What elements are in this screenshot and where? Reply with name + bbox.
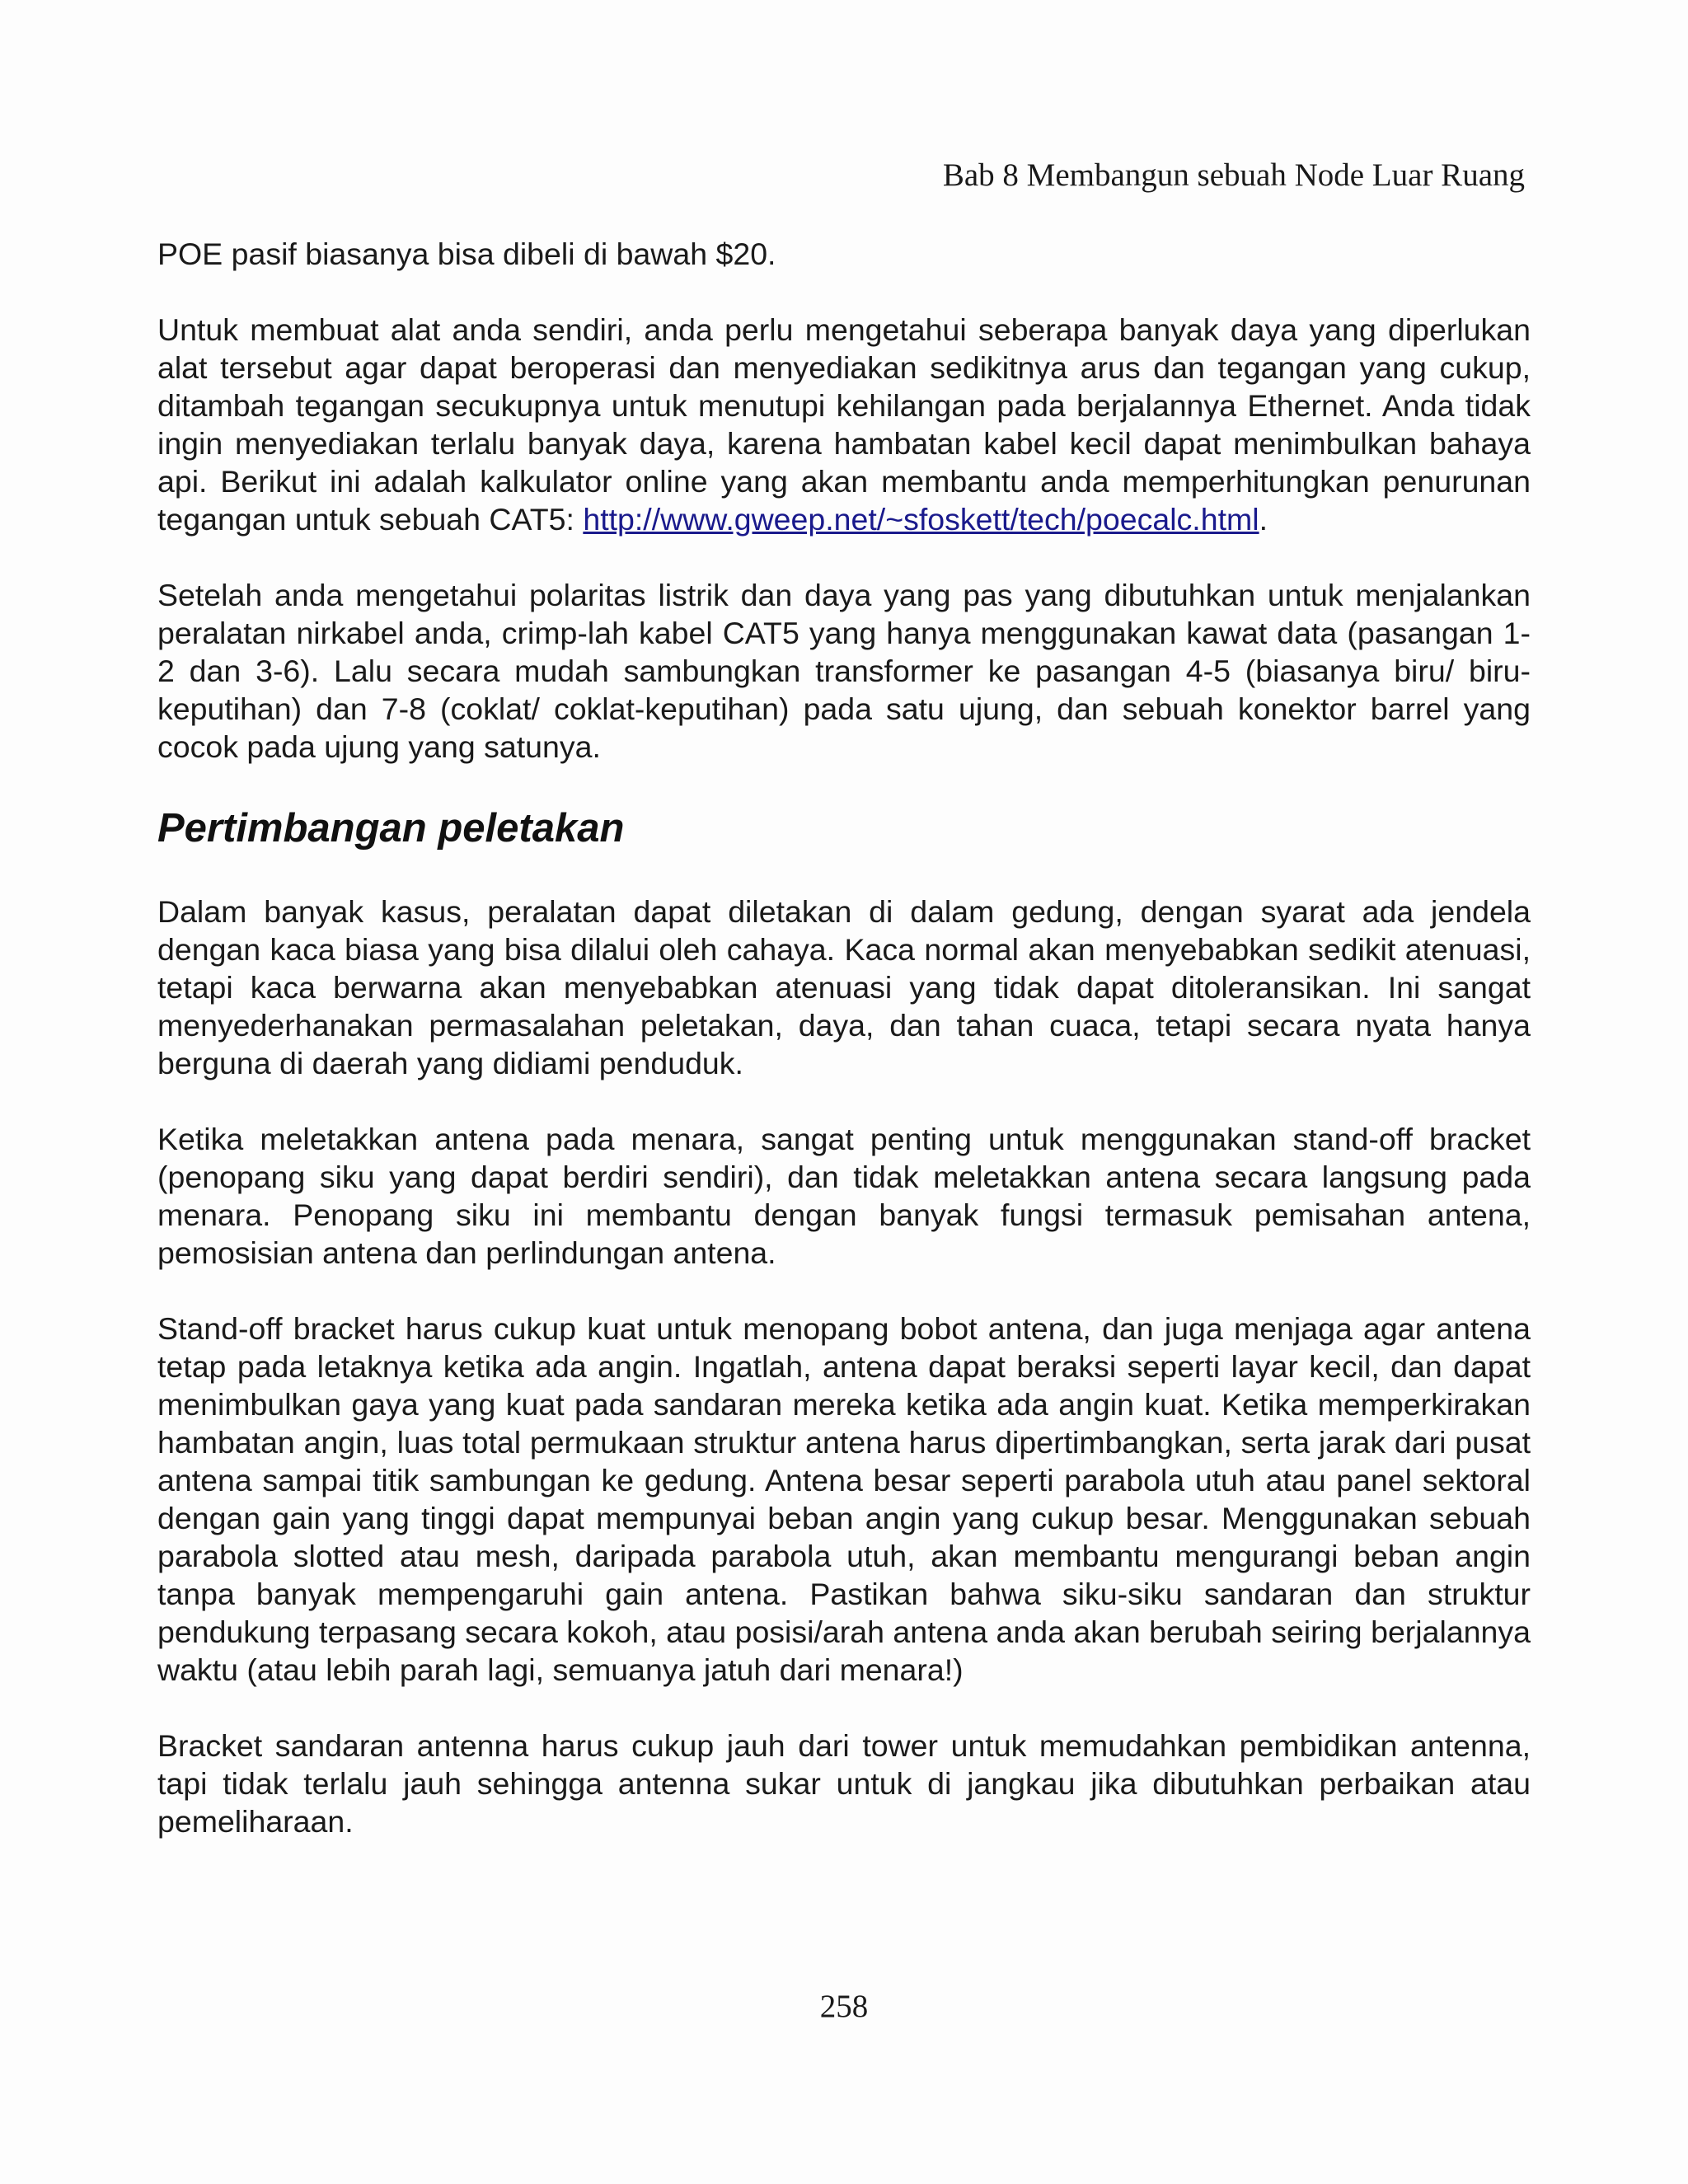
paragraph-bracket-distance: Bracket sandaran antenna harus cukup jauh dari tower untuk memudahkan pembidikan antenna, tapi tidak terlalu jauh sehingga antenna sukar untuk di jangkau jika dibutuhkan perbaikan atau pemeliharaan.: [157, 1728, 1531, 1839]
poe-calculator-link[interactable]: http://www.gweep.net/~sfoskett/tech/poecalc.html: [583, 502, 1259, 537]
paragraph-tower-standoff: Ketika meletakkan antena pada menara, sangat penting untuk menggunakan stand-off bracket (penopang siku yang dapat berdiri sendiri), dan tidak meletakkan antena secara langsung pada menara. Penopang siku ini membantu dengan banyak fungsi termasuk pemisahan antena, pemosisian antena dan perlindungan antena.: [157, 1122, 1531, 1270]
paragraph-build-own-device: [157, 311, 1531, 538]
paragraph-bracket-strength: Stand-off bracket harus cukup kuat untuk menopang bobot antena, dan juga menjaga agar antena tetap pada letaknya ketika ada angin. Ingatlah, antena dapat beraksi seperti layar kecil, dan dapat menimbulkan gaya yang kuat pada sandaran mereka ketika ada angin kuat. Ketika memperkirakan hambatan angin, luas total permukaan struktur antena harus dipertimbangkan, serta jarak dari pusat antena sampai titik sambungan ke gedung. Antena besar seperti parabola utuh atau panel sektoral dengan gain yang tinggi dapat mempunyai beban angin yang cukup besar. Menggunakan sebuah parabola slotted atau mesh, daripada parabola utuh, akan membantu mengurangi beban angin tanpa banyak mempengaruhi gain antena. Pastikan bahwa siku-siku sandaran dan struktur pendukung terpasang secara kokoh, atau posisi/arah antena anda akan berubah seiring berjalannya waktu (atau lebih parah lagi, semuanya jatuh dari menara!): [157, 1311, 1531, 1687]
section-heading: Pertimbangan peletakan: [157, 806, 625, 851]
paragraph-poe-price: POE pasif biasanya bisa dibeli di bawah $20.: [157, 237, 776, 271]
paragraph-end-punctuation: .: [1259, 502, 1268, 537]
page-content: [157, 235, 1531, 1878]
running-header: Bab 8 Membangun sebuah Node Luar Ruang: [942, 157, 1525, 193]
paragraph-text: Untuk membuat alat anda sendiri, anda perlu mengetahui seberapa banyak daya yang diperlukan alat tersebut agar dapat beroperasi dan menyediakan sedikitnya arus dan tegangan yang cukup, ditambah tegangan secukupnya untuk menutupi kehilangan pada berjalannya Ethernet. Anda tidak ingin menyediakan terlalu banyak daya, karena hambatan kabel kecil dapat menimbulkan bahaya api. Berikut ini adalah kalkulator online yang akan membantu anda memperhitungkan penurunan tegangan untuk sebuah CAT5:: [157, 312, 1531, 537]
paragraph-polarity-crimp: Setelah anda mengetahui polaritas listrik dan daya yang pas yang dibutuhkan untuk menjalankan peralatan nirkabel anda, crimp-lah kabel CAT5 yang hanya menggunakan kawat data (pasangan 1-2 dan 3-6). Lalu secara mudah sambungkan transformer ke pasangan 4-5 (biasanya biru/ biru-keputihan) dan 7-8 (coklat/ coklat-keputihan) pada satu ujung, dan sebuah konektor barrel yang cocok pada ujung yang satunya.: [157, 578, 1531, 764]
paragraph-indoor-placement: Dalam banyak kasus, peralatan dapat diletakan di dalam gedung, dengan syarat ada jendela dengan kaca biasa yang bisa dilalui oleh cahaya. Kaca normal akan menyebabkan sedikit atenuasi, tetapi kaca berwarna akan menyebabkan atenuasi yang tidak dapat ditoleransikan. Ini sangat menyederhanakan permasalahan peletakan, daya, dan tahan cuaca, tetapi secara nyata hanya berguna di daerah yang didiami penduduk.: [157, 894, 1531, 1080]
page-number: 258: [819, 1989, 869, 2024]
